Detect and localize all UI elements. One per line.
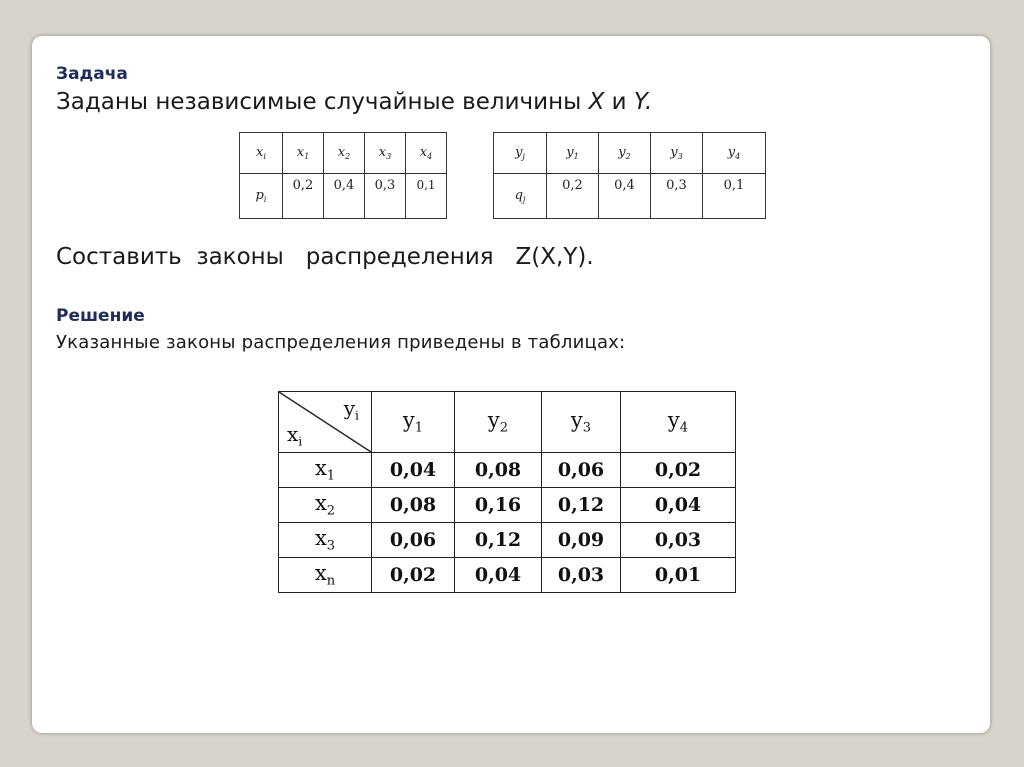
joint-row-header-1: $x_1$ [279, 453, 372, 488]
var-x: X [588, 89, 605, 115]
joint-header-row [279, 392, 736, 453]
table-x-value-2: $x_2$ [324, 133, 365, 174]
table-x-label-cell: $x_i$ [240, 133, 283, 174]
joint-cell: 0,12 [455, 523, 542, 558]
joint-cell: 0,03 [621, 523, 736, 558]
joint-cell: 0,04 [455, 558, 542, 593]
table-x-probs-row [240, 174, 447, 219]
table-y-values-row [494, 133, 766, 174]
var-y: Y. [633, 89, 653, 115]
joint-row-header-2: $x_2$ [279, 488, 372, 523]
corner-y-label: $y_i$ [343, 396, 359, 423]
table-y-value-4: $y_4$ [703, 133, 766, 174]
table-y-prob-3: 0,3 [651, 174, 703, 219]
table-x-prob-2: 0,4 [324, 174, 365, 219]
joint-cell: 0,02 [621, 453, 736, 488]
task-heading: Задача [56, 64, 128, 84]
table-y-probs-row [494, 174, 766, 219]
statement-conj: и [604, 89, 634, 115]
joint-row-header-3: $x_3$ [279, 523, 372, 558]
table-x-value-3: $x_3$ [365, 133, 406, 174]
table-y-prob-2: 0,4 [599, 174, 651, 219]
joint-col-header-2: $y_2$ [455, 392, 542, 453]
table-y-value-3: $y_3$ [651, 133, 703, 174]
joint-col-header-1: $y_1$ [372, 392, 455, 453]
table-x-prob-1: 0,2 [283, 174, 324, 219]
joint-cell: 0,08 [372, 488, 455, 523]
table-x-prob-label: $p_i$ [240, 174, 283, 219]
table-row [279, 453, 736, 488]
joint-cell: 0,04 [621, 488, 736, 523]
joint-cell: 0,09 [542, 523, 621, 558]
joint-cell: 0,12 [542, 488, 621, 523]
table-row [279, 488, 736, 523]
joint-distribution-table [278, 391, 736, 593]
table-row [279, 558, 736, 593]
table-x-value-1: $x_1$ [283, 133, 324, 174]
table-y-prob-4: 0,1 [703, 174, 766, 219]
statement-prefix: Заданы независимые случайные величины [56, 89, 589, 115]
joint-cell: 0,08 [455, 453, 542, 488]
table-x-prob-4: 0,1 [406, 174, 447, 219]
table-y-label-cell: $y_j$ [494, 133, 547, 174]
joint-cell: 0,16 [455, 488, 542, 523]
instruction: Составить законы распределения Z(X,Y). [56, 244, 594, 270]
table-x-value-4: $x_4$ [406, 133, 447, 174]
distribution-table-x [239, 132, 447, 219]
table-x-values-row [240, 133, 447, 174]
joint-col-header-4: $y_4$ [621, 392, 736, 453]
solution-heading: Решение [56, 306, 145, 326]
joint-corner-cell [279, 392, 372, 453]
table-y-prob-1: 0,2 [547, 174, 599, 219]
table-y-value-2: $y_2$ [599, 133, 651, 174]
task-statement [56, 89, 652, 115]
joint-cell: 0,02 [372, 558, 455, 593]
table-y-value-1: $y_1$ [547, 133, 599, 174]
joint-cell: 0,01 [621, 558, 736, 593]
table-x-prob-3: 0,3 [365, 174, 406, 219]
joint-cell: 0,03 [542, 558, 621, 593]
solution-text: Указанные законы распределения приведены в таблицах: [56, 332, 626, 353]
joint-row-header-4: $x_n$ [279, 558, 372, 593]
slide [32, 36, 990, 733]
joint-cell: 0,06 [542, 453, 621, 488]
joint-cell: 0,06 [372, 523, 455, 558]
corner-x-label: $x_i$ [287, 421, 303, 448]
joint-cell: 0,04 [372, 453, 455, 488]
distribution-table-y [493, 132, 766, 219]
joint-col-header-3: $y_3$ [542, 392, 621, 453]
table-row [279, 523, 736, 558]
table-y-prob-label: $q_j$ [494, 174, 547, 219]
